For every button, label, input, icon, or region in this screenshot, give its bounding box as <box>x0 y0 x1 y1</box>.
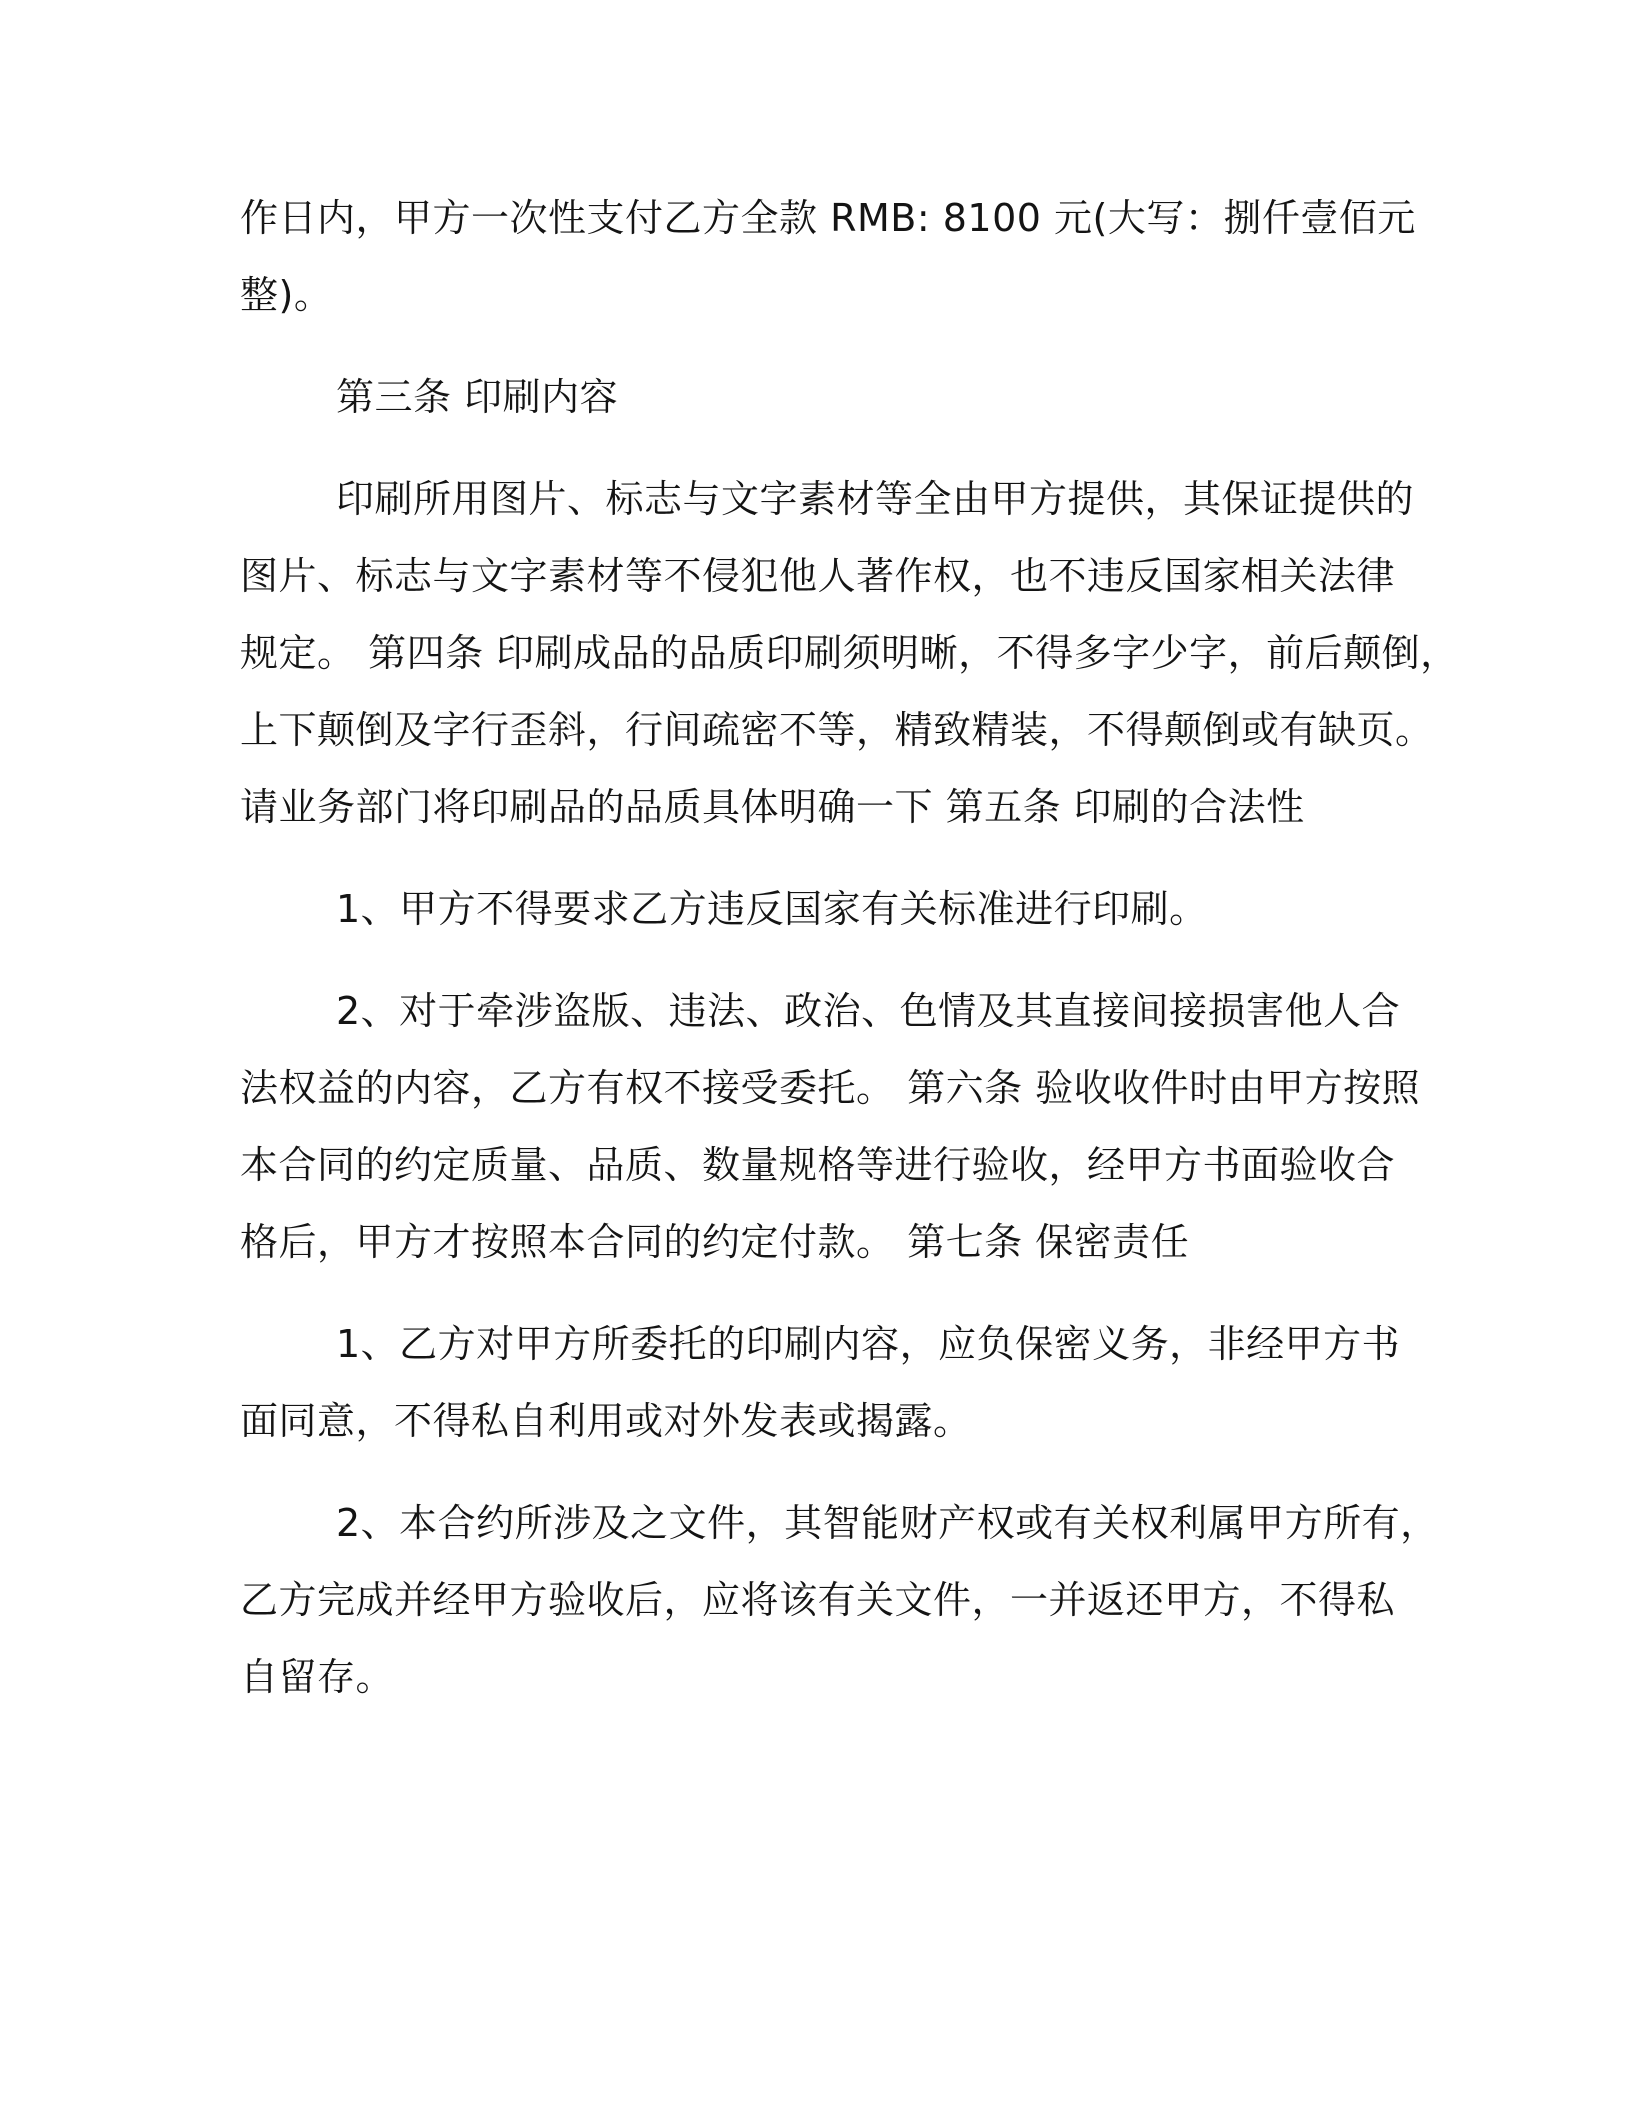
text-line: 整)。 <box>240 273 333 317</box>
heading-article-3 <box>240 359 1400 436</box>
text-line: 自留存。 <box>240 1655 395 1699</box>
paragraph-confidentiality-2 <box>240 1485 1439 1716</box>
text-line: 面同意，不得私自利用或对外发表或揭露。 <box>240 1399 972 1443</box>
text-line: 本合同的约定质量、品质、数量规格等进行验收，经甲方书面验收合 <box>240 1143 1396 1187</box>
text-line: 1、乙方对甲方所委托的印刷内容，应负保密义务，非经甲方书 <box>336 1322 1401 1366</box>
text-line: 乙方完成并经甲方验收后，应将该有关文件，一并返还甲方，不得私 <box>240 1578 1396 1622</box>
text-line: 作日内，甲方一次性支付乙方全款 RMB: 8100 元(大写：捌仟壹佰元 <box>240 196 1416 240</box>
text-line: 2、对于牵涉盗版、违法、政治、色情及其直接间接损害他人合 <box>336 989 1401 1033</box>
text-line: 上下颠倒及字行歪斜，行间疏密不等，精致精装，不得颠倒或有缺页。 <box>240 708 1434 752</box>
text-line: 图片、标志与文字素材等不侵犯他人著作权，也不违反国家相关法律 <box>240 554 1396 598</box>
text-line: 1、甲方不得要求乙方违反国家有关标准进行印刷。 <box>336 887 1208 931</box>
text-line: 规定。 第四条 印刷成品的品质印刷须明晰，不得多字少字，前后颠倒， <box>240 631 1459 675</box>
paragraph-payment <box>240 180 1416 334</box>
text-line: 法权益的内容，乙方有权不接受委托。 第六条 验收收件时由甲方按照 <box>240 1066 1421 1110</box>
text-line: 印刷所用图片、标志与文字素材等全由甲方提供，其保证提供的 <box>336 477 1415 521</box>
paragraph-legality-1 <box>240 871 1400 948</box>
text-line: 2、本合约所涉及之文件，其智能财产权或有关权利属甲方所有， <box>336 1501 1439 1545</box>
text-line: 格后，甲方才按照本合同的约定付款。 第七条 保密责任 <box>240 1220 1190 1264</box>
paragraph-confidentiality-1 <box>240 1306 1400 1460</box>
text-line: 第三条 印刷内容 <box>336 375 619 419</box>
paragraph-legality-2 <box>240 973 1421 1281</box>
paragraph-printing-content <box>240 461 1459 846</box>
text-line: 请业务部门将印刷品的品质具体明确一下 第五条 印刷的合法性 <box>240 785 1305 829</box>
document-body <box>240 180 1459 1716</box>
